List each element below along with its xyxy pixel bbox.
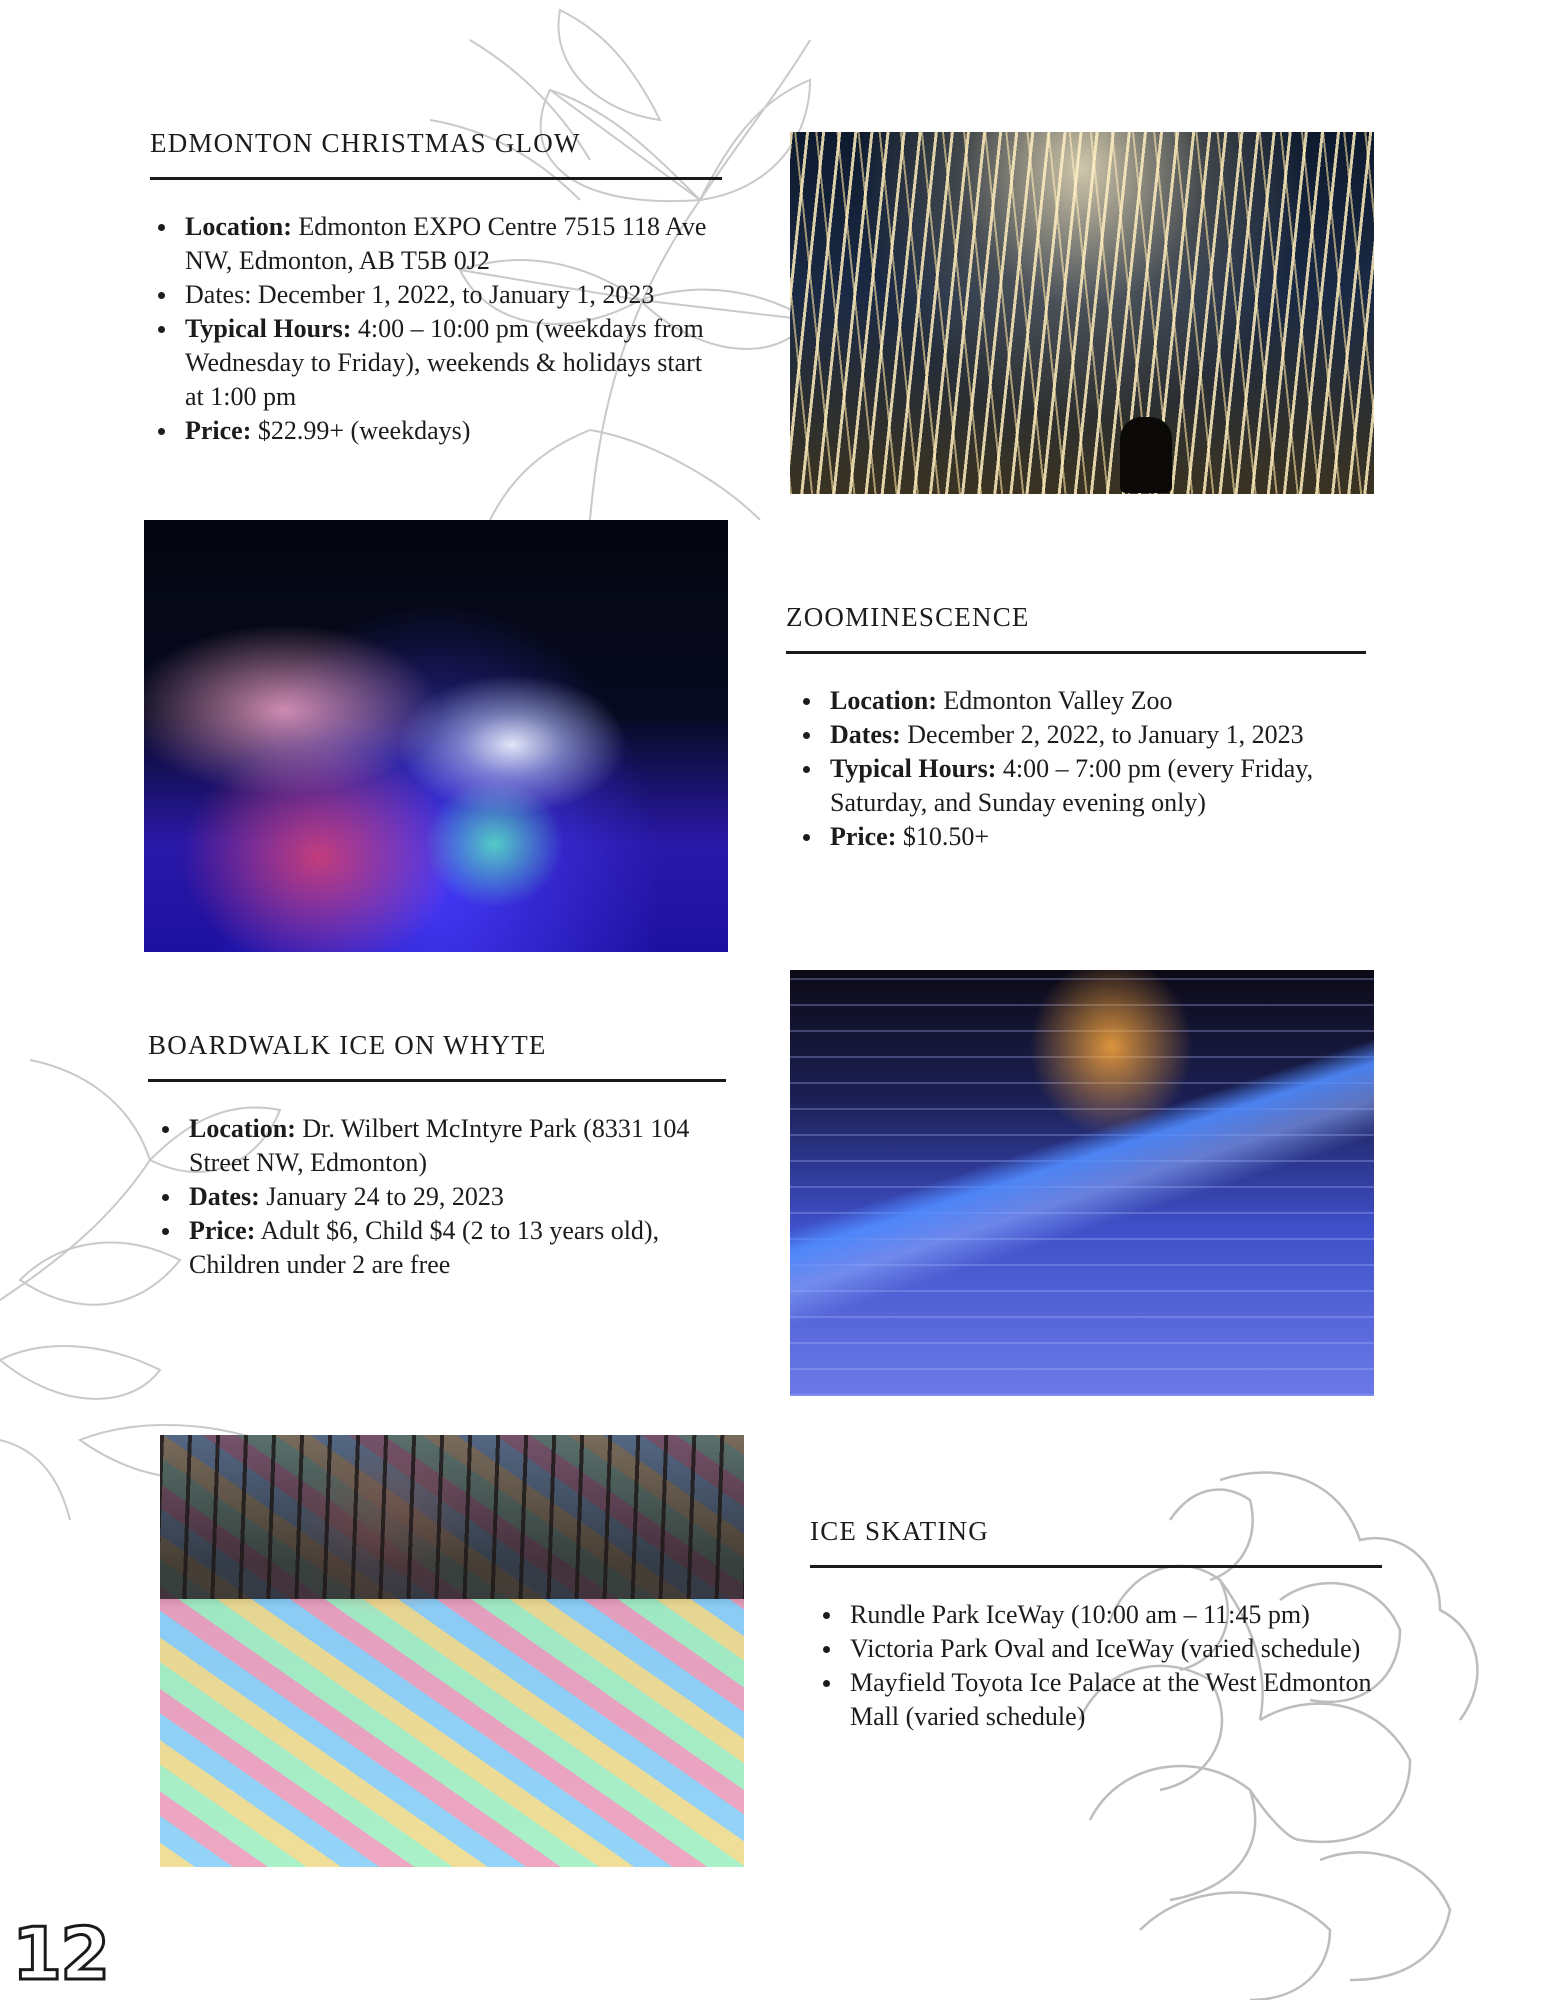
item-text: Dates: December 1, 2022, to January 1, 2023 (185, 280, 655, 309)
details-list (154, 1112, 714, 1282)
heading-rule (810, 1565, 1382, 1568)
list-item (795, 820, 1365, 854)
section-heading: ZOOMINESCENCE (786, 602, 1030, 632)
zoominescence-ice-sculptures-photo (144, 520, 728, 952)
list-item (154, 1180, 714, 1214)
list-item (150, 210, 722, 278)
item-text: Dr. Wilbert McIntyre Park (8331 104 Street NW, Edmonton) (189, 1114, 690, 1177)
section-christmas-glow (150, 128, 722, 448)
heading-rule (148, 1079, 726, 1082)
boardwalk-ice-wall-photo (790, 970, 1374, 1396)
christmas-glow-lights-photo (790, 132, 1374, 494)
item-label: Location: (830, 686, 937, 715)
list-item (815, 1666, 1375, 1734)
item-label: Typical Hours: (830, 754, 997, 783)
item-text: 4:00 – 10:00 pm (weekdays from Wednesday to Friday), weekends & holidays start at 1:00 pm (185, 314, 704, 411)
list-item (795, 752, 1365, 820)
section-heading: BOARDWALK ICE ON WHYTE (148, 1030, 547, 1060)
item-text: Edmonton Valley Zoo (936, 686, 1173, 715)
list-item (154, 1214, 714, 1282)
item-label: Dates: (830, 720, 901, 749)
list-item (815, 1632, 1375, 1666)
item-text: Mayfield Toyota Ice Palace at the West Edmonton Mall (varied schedule) (850, 1668, 1372, 1731)
ice-skating-trail-photo (160, 1435, 744, 1867)
item-text: December 2, 2022, to January 1, 2023 (900, 720, 1304, 749)
list-item (150, 414, 722, 448)
section-ice-skating (810, 1516, 1382, 1734)
section-heading: ICE SKATING (810, 1516, 989, 1546)
list-item (154, 1112, 714, 1180)
item-label: Location: (189, 1114, 296, 1143)
details-list (150, 210, 722, 448)
item-text: 4:00 – 7:00 pm (every Friday, Saturday, and Sunday evening only) (830, 754, 1314, 817)
item-text: $10.50+ (896, 822, 990, 851)
list-item (815, 1598, 1375, 1632)
heading-rule (786, 651, 1366, 654)
list-item (150, 312, 722, 414)
list-item (795, 684, 1365, 718)
list-item (150, 278, 722, 312)
item-text: Adult $6, Child $4 (2 to 13 years old), Children under 2 are free (189, 1216, 660, 1279)
item-label: Location: (185, 212, 292, 241)
list-item (795, 718, 1365, 752)
item-text: Victoria Park Oval and IceWay (varied schedule) (850, 1634, 1361, 1663)
section-zoominescence (786, 602, 1366, 854)
item-label: Price: (830, 822, 897, 851)
item-label: Dates: (189, 1182, 260, 1211)
page-number: 12 (12, 1912, 109, 1996)
item-text: Edmonton EXPO Centre 7515 118 Ave NW, Edmonton, AB T5B 0J2 (185, 212, 707, 275)
item-label: Typical Hours: (185, 314, 352, 343)
details-list (815, 1598, 1375, 1734)
item-label: Price: (185, 416, 252, 445)
details-list (795, 684, 1365, 854)
item-label: Price: (189, 1216, 256, 1245)
item-text: Rundle Park IceWay (10:00 am – 11:45 pm) (850, 1600, 1310, 1629)
section-heading: EDMONTON CHRISTMAS GLOW (150, 128, 581, 158)
section-boardwalk-ice (148, 1030, 726, 1282)
item-text: January 24 to 29, 2023 (259, 1182, 504, 1211)
item-text: $22.99+ (weekdays) (251, 416, 471, 445)
heading-rule (150, 177, 722, 180)
